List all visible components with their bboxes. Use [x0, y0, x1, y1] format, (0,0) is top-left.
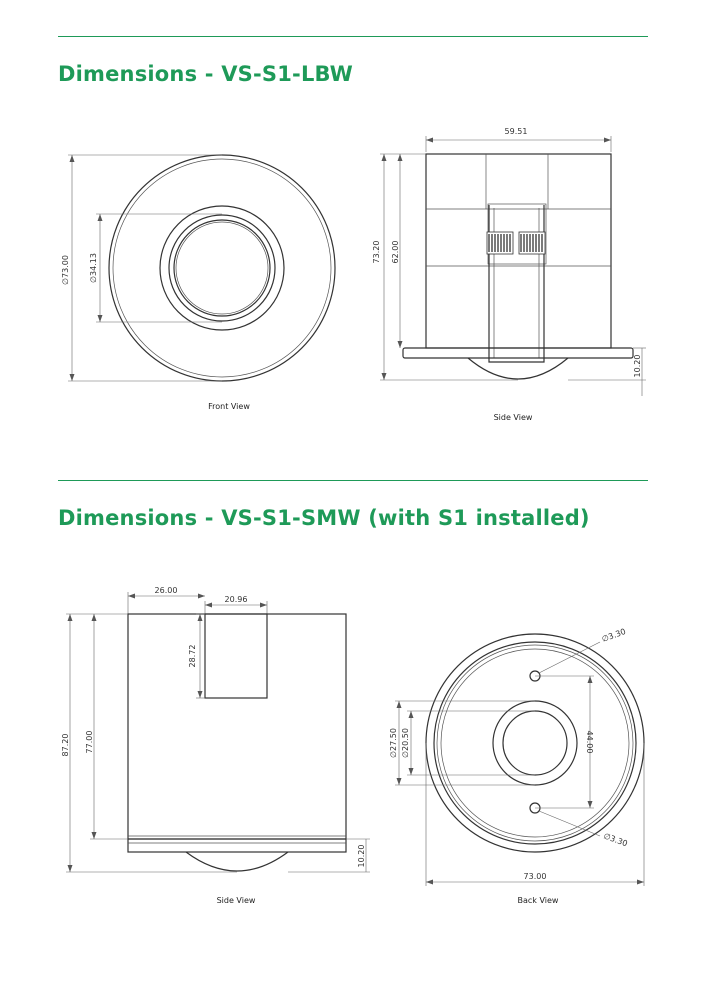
side-view-lbw [372, 127, 646, 422]
dim-hole-spacing: 44.00 [585, 730, 594, 754]
side-view-smw [61, 586, 370, 905]
dim-outer-ring: ∅27.50 [389, 728, 398, 758]
dim-side-body-height: 62.00 [391, 240, 400, 264]
dim-front-inner-diameter: ∅34.13 [89, 253, 98, 283]
front-view-caption: Front View [208, 402, 250, 411]
dim-hole-top: ∅3.30 [600, 626, 627, 644]
dim-total-height-smw: 87.20 [61, 733, 70, 757]
dim-side-total-height: 73.20 [372, 240, 381, 264]
dim-front-outer-diameter: ∅73.00 [61, 255, 70, 285]
back-view-caption: Back View [517, 896, 559, 905]
drawing-smw [0, 580, 707, 905]
section-divider-top [58, 36, 648, 37]
dim-slot-width: 20.96 [224, 595, 248, 604]
dim-slot-height: 28.72 [188, 644, 197, 668]
dim-side-width: 59.51 [504, 127, 528, 136]
side-view-smw-caption: Side View [216, 896, 256, 905]
section-divider-middle [58, 480, 648, 481]
side-view-caption: Side View [493, 413, 533, 422]
dim-side-dome: 10.20 [633, 354, 642, 378]
dim-back-width: 73.00 [523, 872, 547, 881]
section-title-smw: Dimensions - VS-S1-SMW (with S1 installed) [58, 506, 590, 530]
dim-body-height-smw: 77.00 [85, 730, 94, 754]
section-title-lbw: Dimensions - VS-S1-LBW [58, 62, 353, 86]
front-view-lbw [61, 155, 335, 411]
dim-hole-bottom: ∅3.30 [602, 831, 629, 849]
dim-inner-ring: ∅20.50 [401, 728, 410, 758]
back-view-smw [389, 627, 644, 905]
drawing-lbw [0, 115, 707, 435]
spring-clip-right [519, 232, 545, 254]
dim-slot-offset: 26.00 [154, 586, 178, 595]
dim-dome-smw: 10.20 [357, 844, 366, 868]
spring-clip-left [487, 232, 513, 254]
